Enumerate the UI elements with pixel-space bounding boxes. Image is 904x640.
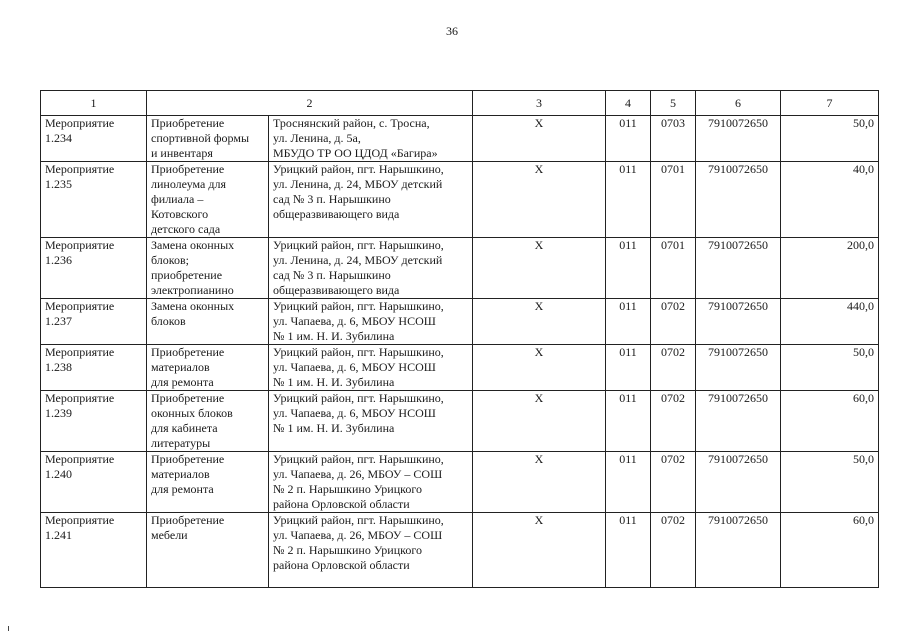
- description-cell: [147, 116, 269, 162]
- chapter-code-cell: [606, 345, 651, 391]
- address-cell: [269, 116, 473, 162]
- event-cell-text: Мероприятие 1.234: [45, 116, 115, 145]
- address-cell-text: Урицкий район, пгт. Нарышкино, ул. Чапаева, д. 26, МБОУ – СОШ № 2 п. Нарышкино Урицкого района Орловской области: [273, 452, 444, 511]
- event-cell: [41, 238, 147, 299]
- chapter-code-cell: [606, 162, 651, 238]
- target-code-cell: [696, 238, 781, 299]
- section-code-cell-text: 0702: [661, 345, 685, 359]
- description-cell-text: Приобретение оконных блоков для кабинета литературы: [151, 391, 233, 450]
- description-cell-text: Замена оконных блоков; приобретение электропианино: [151, 238, 235, 297]
- chapter-code-cell: [606, 452, 651, 513]
- budget-table: [40, 90, 879, 588]
- marker-cell: [473, 162, 606, 238]
- table-row: [41, 299, 879, 345]
- header-col-1: 1: [41, 91, 147, 116]
- target-code-cell: [696, 116, 781, 162]
- marker-cell: [473, 299, 606, 345]
- description-cell: [147, 299, 269, 345]
- chapter-code-cell: [606, 299, 651, 345]
- address-cell-text: Урицкий район, пгт. Нарышкино, ул. Ленина, д. 24, МБОУ детский сад № 3 п. Нарышкино общеразвивающего вида: [273, 162, 444, 221]
- event-cell: [41, 299, 147, 345]
- header-col-4: 4: [606, 91, 651, 116]
- amount-cell: [781, 162, 879, 238]
- chapter-code-cell: [606, 513, 651, 588]
- address-cell: [269, 162, 473, 238]
- amount-cell: [781, 391, 879, 452]
- address-cell-text: Урицкий район, пгт. Нарышкино, ул. Чапаева, д. 6, МБОУ НСОШ № 1 им. Н. И. Зубилина: [273, 345, 444, 389]
- address-cell-text: Урицкий район, пгт. Нарышкино, ул. Чапаева, д. 6, МБОУ НСОШ № 1 им. Н. И. Зубилина: [273, 299, 444, 343]
- address-cell: [269, 391, 473, 452]
- amount-cell: [781, 299, 879, 345]
- address-cell-text: Троснянский район, с. Тросна, ул. Ленина, д. 5а, МБУДО ТР ОО ЦДОД «Багира»: [273, 116, 438, 160]
- description-cell: [147, 345, 269, 391]
- description-cell: [147, 162, 269, 238]
- event-cell-text: Мероприятие 1.239: [45, 391, 115, 420]
- scan-mark: [8, 626, 9, 631]
- description-cell: [147, 238, 269, 299]
- table-row: [41, 116, 879, 162]
- amount-cell-text: 60,0: [853, 513, 874, 527]
- target-code-cell-text: 7910072650: [708, 238, 768, 252]
- target-code-cell: [696, 345, 781, 391]
- chapter-code-cell-text: 011: [619, 391, 637, 405]
- amount-cell: [781, 513, 879, 588]
- description-cell-text: Замена оконных блоков: [151, 299, 235, 328]
- section-code-cell-text: 0703: [661, 116, 685, 130]
- table-row: [41, 238, 879, 299]
- chapter-code-cell: [606, 238, 651, 299]
- amount-cell-text: 50,0: [853, 116, 874, 130]
- target-code-cell-text: 7910072650: [708, 116, 768, 130]
- section-code-cell: [651, 345, 696, 391]
- marker-cell-text: Х: [534, 345, 544, 359]
- amount-cell-text: 40,0: [853, 162, 874, 176]
- amount-cell: [781, 238, 879, 299]
- chapter-code-cell-text: 011: [619, 299, 637, 313]
- target-code-cell-text: 7910072650: [708, 345, 768, 359]
- amount-cell-text: 50,0: [853, 345, 874, 359]
- description-cell-text: Приобретение спортивной формы и инвентаря: [151, 116, 250, 160]
- section-code-cell-text: 0702: [661, 513, 685, 527]
- target-code-cell-text: 7910072650: [708, 513, 768, 527]
- amount-cell-text: 60,0: [853, 391, 874, 405]
- description-cell-text: Приобретение материалов для ремонта: [151, 345, 225, 389]
- amount-cell: [781, 452, 879, 513]
- section-code-cell: [651, 452, 696, 513]
- table-row: [41, 162, 879, 238]
- amount-cell-text: 440,0: [847, 299, 874, 313]
- address-cell-text: Урицкий район, пгт. Нарышкино, ул. Чапаева, д. 26, МБОУ – СОШ № 2 п. Нарышкино Урицкого района Орловской области: [273, 513, 444, 572]
- target-code-cell-text: 7910072650: [708, 299, 768, 313]
- section-code-cell: [651, 391, 696, 452]
- marker-cell: [473, 238, 606, 299]
- section-code-cell-text: 0702: [661, 299, 685, 313]
- address-cell-text: Урицкий район, пгт. Нарышкино, ул. Чапаева, д. 6, МБОУ НСОШ № 1 им. Н. И. Зубилина: [273, 391, 444, 435]
- chapter-code-cell: [606, 116, 651, 162]
- section-code-cell-text: 0702: [661, 391, 685, 405]
- marker-cell-text: Х: [534, 116, 544, 130]
- event-cell: [41, 116, 147, 162]
- address-cell: [269, 299, 473, 345]
- target-code-cell: [696, 513, 781, 588]
- event-cell-text: Мероприятие 1.237: [45, 299, 115, 328]
- chapter-code-cell-text: 011: [619, 162, 637, 176]
- target-code-cell-text: 7910072650: [708, 391, 768, 405]
- event-cell-text: Мероприятие 1.241: [45, 513, 115, 542]
- target-code-cell: [696, 452, 781, 513]
- table-row: [41, 391, 879, 452]
- marker-cell: [473, 116, 606, 162]
- chapter-code-cell-text: 011: [619, 116, 637, 130]
- event-cell: [41, 391, 147, 452]
- marker-cell-text: Х: [534, 238, 544, 252]
- chapter-code-cell-text: 011: [619, 513, 637, 527]
- marker-cell-text: Х: [534, 452, 544, 466]
- section-code-cell-text: 0701: [661, 238, 685, 252]
- page-number: 36: [446, 24, 458, 38]
- event-cell-text: Мероприятие 1.240: [45, 452, 115, 481]
- header-col-3: 3: [473, 91, 606, 116]
- header-row: [41, 91, 879, 116]
- section-code-cell: [651, 238, 696, 299]
- description-cell: [147, 391, 269, 452]
- table-row: [41, 513, 879, 588]
- section-code-cell: [651, 116, 696, 162]
- marker-cell-text: Х: [534, 391, 544, 405]
- target-code-cell: [696, 391, 781, 452]
- marker-cell-text: Х: [534, 513, 544, 527]
- header-col-2: 2: [147, 91, 473, 116]
- section-code-cell: [651, 299, 696, 345]
- chapter-code-cell-text: 011: [619, 345, 637, 359]
- marker-cell-text: Х: [534, 299, 544, 313]
- event-cell-text: Мероприятие 1.236: [45, 238, 115, 267]
- amount-cell: [781, 116, 879, 162]
- event-cell-text: Мероприятие 1.235: [45, 162, 115, 191]
- target-code-cell: [696, 299, 781, 345]
- target-code-cell: [696, 162, 781, 238]
- target-code-cell-text: 7910072650: [708, 162, 768, 176]
- event-cell: [41, 345, 147, 391]
- header-col-5: 5: [651, 91, 696, 116]
- table-row: [41, 345, 879, 391]
- description-cell-text: Приобретение мебели: [151, 513, 225, 542]
- target-code-cell-text: 7910072650: [708, 452, 768, 466]
- event-cell-text: Мероприятие 1.238: [45, 345, 115, 374]
- header-col-7: 7: [781, 91, 879, 116]
- address-cell: [269, 238, 473, 299]
- section-code-cell: [651, 513, 696, 588]
- address-cell: [269, 513, 473, 588]
- event-cell: [41, 452, 147, 513]
- address-cell: [269, 345, 473, 391]
- event-cell: [41, 513, 147, 588]
- chapter-code-cell-text: 011: [619, 238, 637, 252]
- amount-cell-text: 50,0: [853, 452, 874, 466]
- marker-cell: [473, 345, 606, 391]
- description-cell-text: Приобретение материалов для ремонта: [151, 452, 225, 496]
- description-cell-text: Приобретение линолеума для филиала – Котовского детского сада: [151, 162, 226, 236]
- header-col-6: 6: [696, 91, 781, 116]
- description-cell: [147, 513, 269, 588]
- amount-cell-text: 200,0: [847, 238, 874, 252]
- marker-cell: [473, 391, 606, 452]
- section-code-cell-text: 0702: [661, 452, 685, 466]
- marker-cell: [473, 513, 606, 588]
- marker-cell-text: Х: [534, 162, 544, 176]
- amount-cell: [781, 345, 879, 391]
- section-code-cell: [651, 162, 696, 238]
- address-cell-text: Урицкий район, пгт. Нарышкино, ул. Ленина, д. 24, МБОУ детский сад № 3 п. Нарышкино общеразвивающего вида: [273, 238, 444, 297]
- description-cell: [147, 452, 269, 513]
- event-cell: [41, 162, 147, 238]
- marker-cell: [473, 452, 606, 513]
- table-row: [41, 452, 879, 513]
- address-cell: [269, 452, 473, 513]
- chapter-code-cell-text: 011: [619, 452, 637, 466]
- chapter-code-cell: [606, 391, 651, 452]
- section-code-cell-text: 0701: [661, 162, 685, 176]
